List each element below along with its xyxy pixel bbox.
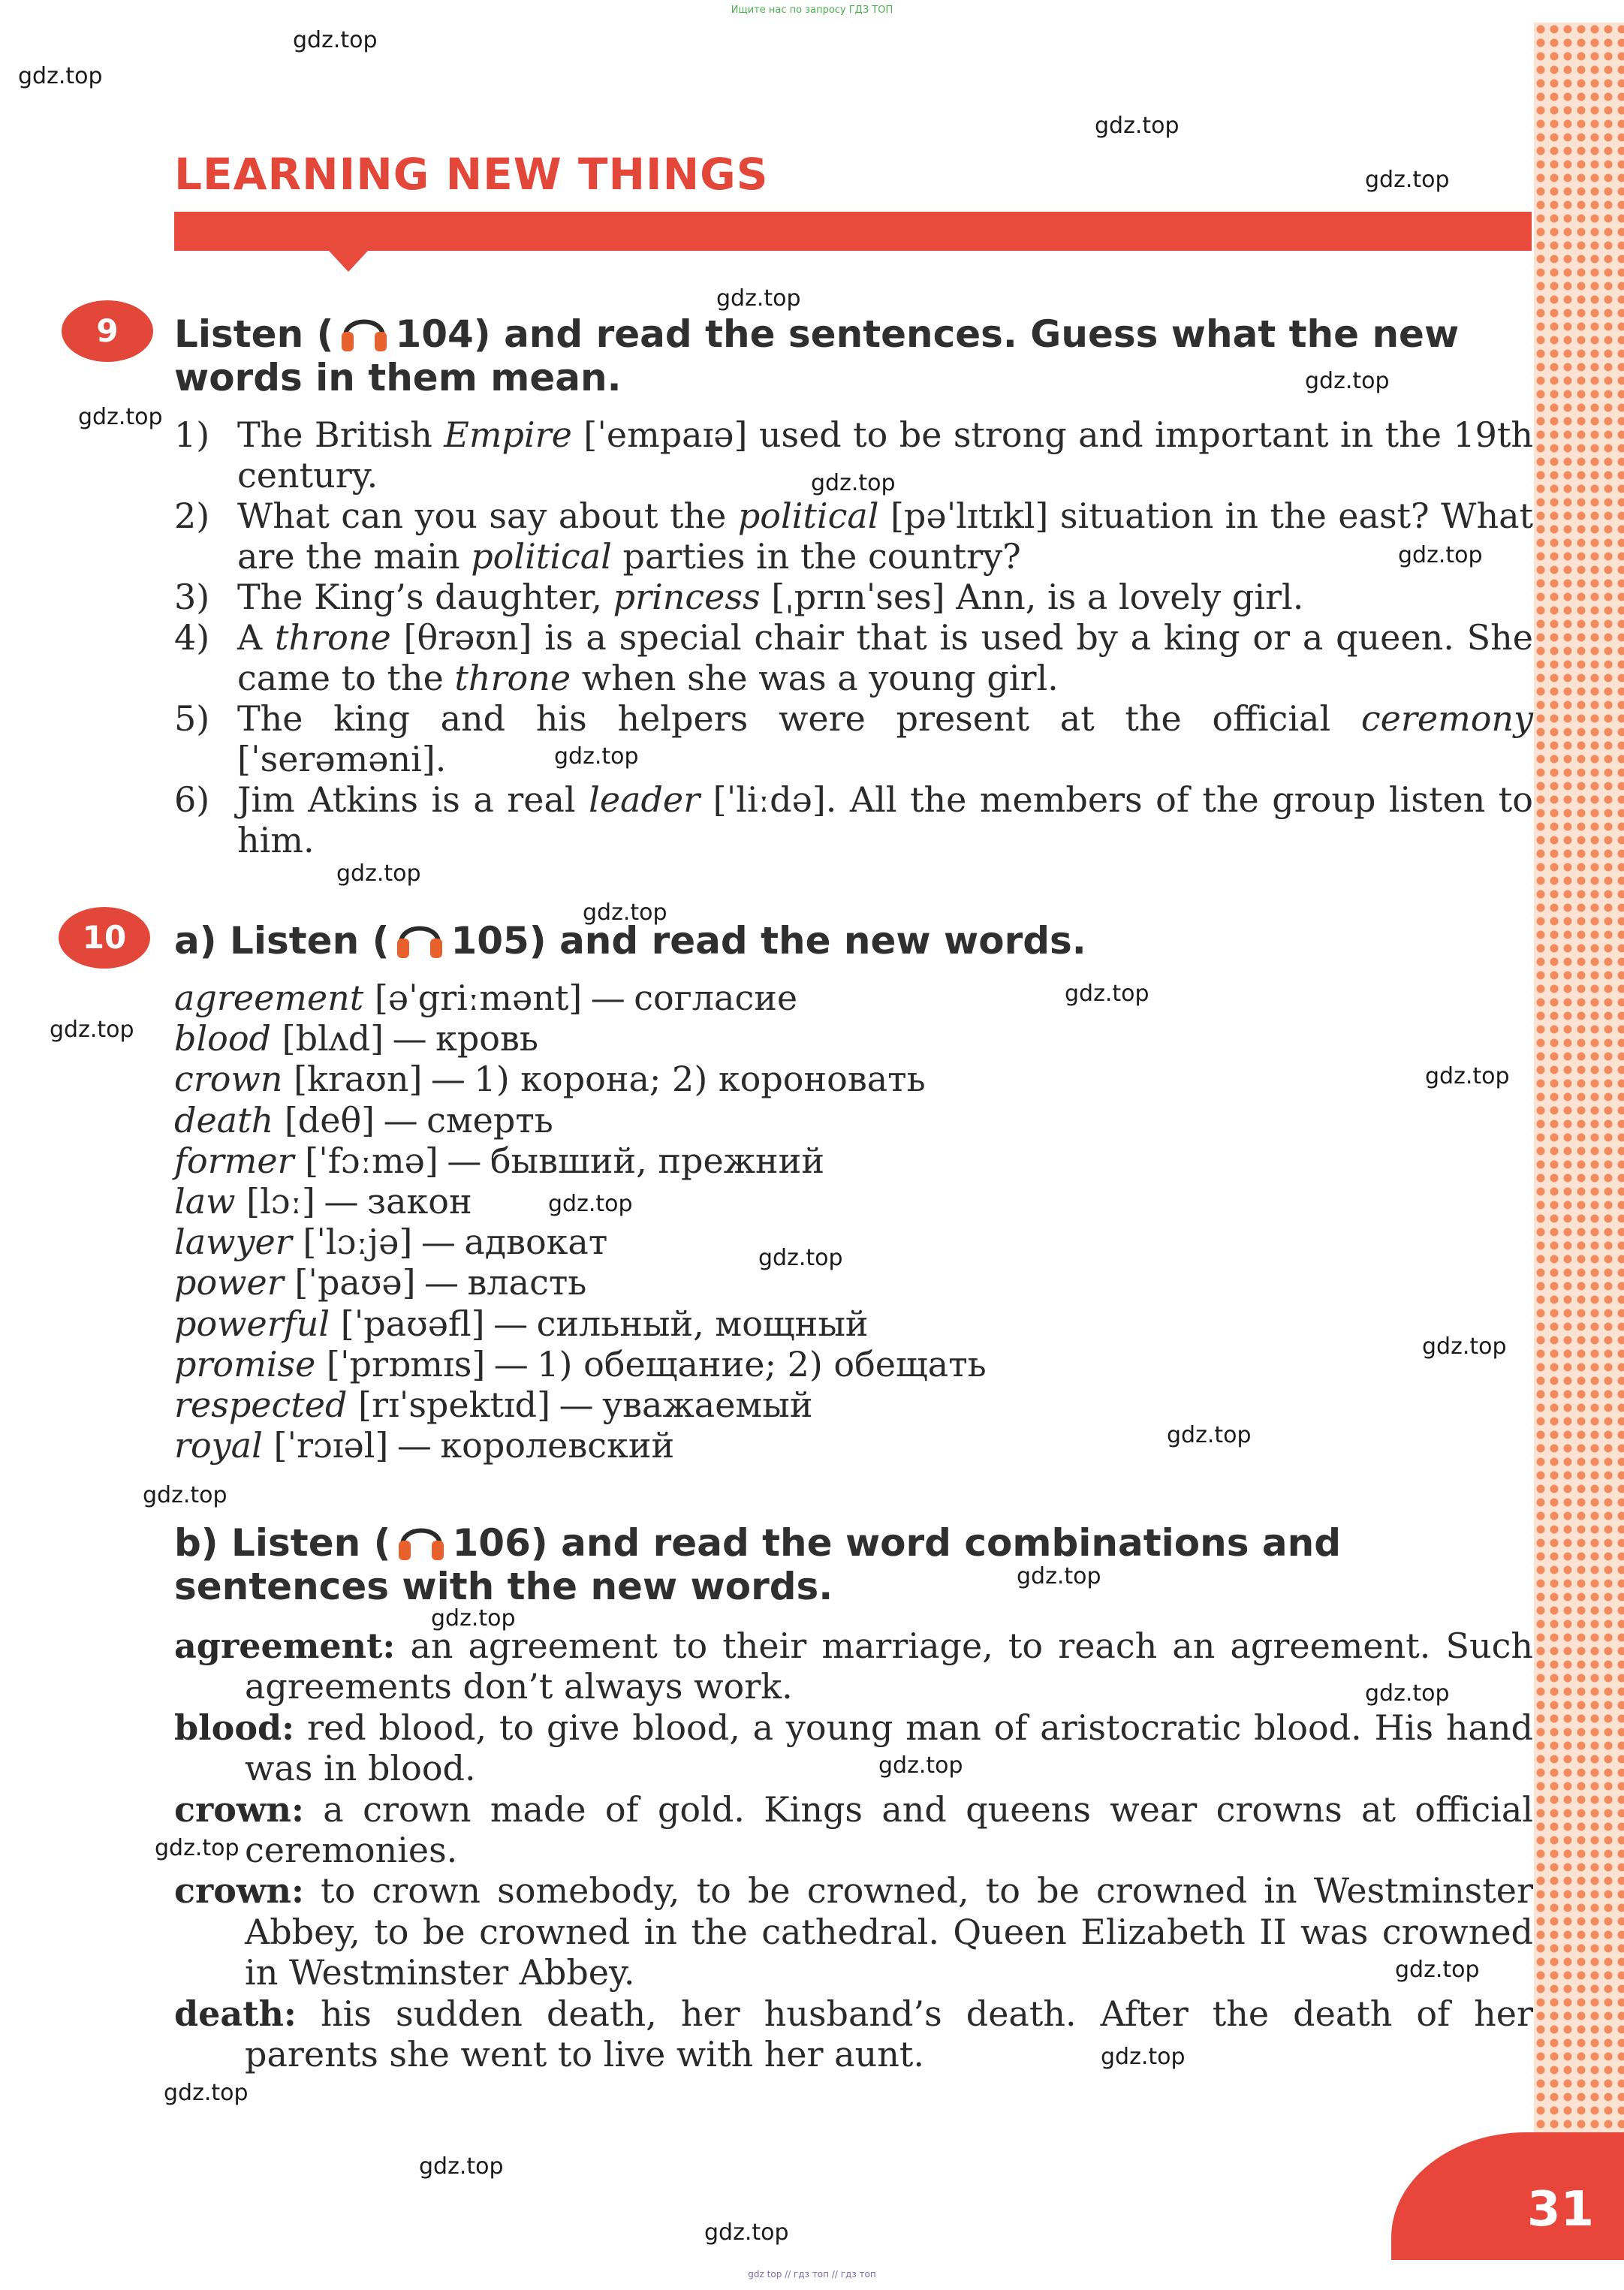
word-combinations-list [174, 1626, 1533, 2075]
sentence-item [174, 698, 1533, 779]
sentence-item [174, 577, 1533, 617]
sentence-number: 6) [174, 779, 210, 820]
sentence-text: parties in the country? [611, 536, 1021, 577]
headphones-icon [338, 311, 390, 353]
vocab-transcription: [ˈfɔːmə] [305, 1140, 438, 1181]
vocab-transcription: [ˈlɔːjə] [303, 1222, 413, 1263]
vocab-word: blood [174, 1018, 271, 1059]
watermark: gdz.top [50, 1017, 134, 1043]
example-text: to crown somebody, to be crowned, to be crowned in Westminster Abbey, to be crowned in the cathedral. Queen Elizabeth II was crowned in Westminster Abbey. [245, 1870, 1533, 1993]
sentence-number: 4) [174, 617, 210, 658]
top-banner: Ищите нас по запросу ГДЗ ТОП [731, 5, 893, 16]
task-number-badge: 10 [59, 907, 150, 969]
heading-text: 104) and read the sentences. Guess what the new words in them mean. [174, 312, 1460, 399]
vocab-dash: — [396, 1425, 432, 1466]
title-underline-bar [174, 212, 1532, 251]
new-word: political [737, 496, 879, 536]
sentence-number: 2) [174, 496, 210, 536]
watermark: gdz.top [336, 860, 421, 887]
vocab-item [174, 1140, 1533, 1181]
vocab-word: death [174, 1099, 274, 1140]
vocab-word: promise [174, 1343, 316, 1385]
vocab-dash: — [383, 1099, 418, 1140]
vocab-transcription: [ˈprɒmɪs] [326, 1343, 486, 1385]
vocab-item [174, 1018, 1533, 1059]
vocab-item [174, 1344, 1533, 1385]
vocab-translation: смерть [426, 1099, 553, 1140]
new-words-list [174, 978, 1533, 1466]
headphones-icon [393, 918, 446, 960]
section-title: LEARNING NEW THINGS [174, 149, 769, 200]
vocab-dash: — [493, 1303, 529, 1344]
vocab-transcription: [lɔː] [246, 1181, 316, 1222]
vocab-transcription: [kraʊn] [294, 1059, 423, 1100]
sentence-text: The King’s daughter, [237, 577, 613, 617]
watermark: gdz.top [164, 2080, 249, 2106]
watermark: gdz.top [1398, 542, 1483, 568]
watermark: gdz.top [704, 2219, 789, 2246]
watermark: gdz.top [1425, 1063, 1510, 1089]
new-word: political [471, 536, 612, 577]
sentence-item [174, 779, 1533, 860]
watermark: gdz.top [583, 899, 667, 926]
sentence-text: What can you say about the [237, 496, 738, 536]
sentence-text: [pəˈlɪtɪkl] situation in the east? What are the main [237, 496, 1533, 577]
vocab-dash: — [559, 1385, 594, 1426]
vocab-word: law [174, 1181, 236, 1222]
watermark: gdz.top [1065, 981, 1149, 1007]
sentence-text: [ˈempaɪə] used to be strong and important in the 19th century. [237, 414, 1533, 496]
vocab-item [174, 1059, 1533, 1099]
vocab-translation: уважаемый [602, 1385, 813, 1426]
vocab-item [174, 1425, 1533, 1466]
sentence-number: 1) [174, 414, 210, 455]
vocab-word: crown [174, 1059, 283, 1100]
vocab-transcription: [deθ] [284, 1099, 375, 1140]
new-word: Empire [444, 414, 572, 455]
sentence-number: 3) [174, 577, 210, 617]
sentence-text: Jim Atkins is a real [237, 779, 589, 820]
vocab-translation: власть [467, 1262, 587, 1303]
vocab-word: former [174, 1140, 294, 1181]
example-item [174, 1870, 1533, 1993]
example-item [174, 1626, 1533, 1707]
vocab-translation: королевский [440, 1425, 675, 1466]
vocab-dash: — [447, 1140, 482, 1181]
page-number: 31 [1526, 2182, 1594, 2237]
watermark: gdz.top [1422, 1333, 1507, 1360]
vocab-dash: — [424, 1262, 459, 1303]
example-word: crown: [174, 1870, 304, 1912]
bottom-banner: gdz top // гдз топ // гдз топ [748, 2269, 876, 2279]
new-word: throne [275, 617, 391, 658]
task-10a-heading [174, 918, 1535, 963]
vocab-dash: — [493, 1343, 529, 1385]
vocab-item [174, 1181, 1533, 1222]
sentence-text: The British [237, 414, 444, 455]
sentence-item [174, 617, 1533, 698]
sentence-text: The king and his helpers were present at the official [237, 698, 1361, 739]
new-word: ceremony [1360, 698, 1533, 739]
watermark: gdz.top [554, 743, 639, 770]
vocab-dash: — [420, 1222, 456, 1263]
watermark: gdz.top [1017, 1563, 1101, 1589]
vocab-translation: закон [367, 1181, 472, 1222]
watermark: gdz.top [155, 1835, 240, 1861]
vocab-translation: адвокат [464, 1222, 608, 1263]
watermark: gdz.top [143, 1482, 227, 1508]
sentence-text: [ˈserəməni]. [237, 739, 447, 779]
vocab-transcription: [ˈrɔɪəl] [273, 1425, 389, 1466]
vocab-translation: бывший, прежний [490, 1140, 824, 1181]
example-text: an agreement to their marriage, to reach an agreement. Such agreements don’t always work. [245, 1626, 1533, 1707]
vocab-word: powerful [174, 1303, 330, 1344]
watermark: gdz.top [293, 27, 378, 53]
vocab-translation: сильный, мощный [536, 1303, 869, 1344]
new-word: throne [454, 658, 571, 698]
watermark: gdz.top [1365, 167, 1450, 193]
vocab-word: royal [174, 1425, 263, 1466]
vocab-word: lawyer [174, 1222, 292, 1263]
example-item [174, 1993, 1533, 2075]
vocab-item [174, 1222, 1533, 1262]
example-word: agreement: [174, 1626, 396, 1666]
vocab-dash: — [430, 1059, 466, 1100]
vocab-translation: согласие [634, 978, 798, 1018]
vocab-item [174, 1385, 1533, 1425]
heading-text: Listen ( [174, 312, 334, 356]
vocab-transcription: [əˈgriːmənt] [374, 978, 583, 1018]
example-word: crown: [174, 1788, 304, 1830]
example-word: blood: [174, 1707, 295, 1748]
task-10b-heading [174, 1520, 1535, 1608]
vocab-transcription: [ˈpaʊəfl] [340, 1303, 485, 1344]
watermark: gdz.top [1167, 1422, 1252, 1448]
watermark: gdz.top [419, 2153, 504, 2180]
dotted-margin-strip [1534, 23, 1624, 2245]
sentence-text: A [237, 617, 276, 658]
heading-text: 105) and read the new words. [450, 919, 1086, 963]
watermark: gdz.top [18, 63, 103, 89]
watermark: gdz.top [878, 1752, 963, 1779]
heading-text: 106) and read the word combinations and sentences with the new words. [174, 1521, 1342, 1608]
sentence-text: [ˈliːdə]. All the members of the group listen to him. [237, 779, 1533, 860]
watermark: gdz.top [716, 285, 801, 312]
watermark: gdz.top [758, 1245, 843, 1271]
new-word: leader [589, 779, 701, 820]
watermark: gdz.top [431, 1605, 516, 1632]
new-word: princess [613, 577, 761, 617]
watermark: gdz.top [1365, 1680, 1450, 1707]
watermark: gdz.top [548, 1191, 633, 1217]
vocab-dash: — [324, 1181, 359, 1222]
vocab-item [174, 978, 1533, 1018]
example-item [174, 1707, 1533, 1789]
watermark: gdz.top [1395, 1957, 1480, 1983]
vocab-transcription: [ˈpaʊə] [294, 1262, 416, 1303]
vocab-dash: — [590, 978, 625, 1018]
title-bar-notch [329, 251, 368, 272]
example-text: his sudden death, her husband’s death. After the death of her parents she went to live with her aunt. [245, 1993, 1533, 2075]
watermark: gdz.top [811, 470, 896, 496]
task-number-badge: 9 [62, 300, 153, 362]
headphones-icon [395, 1520, 447, 1562]
vocab-word: power [174, 1262, 284, 1303]
vocab-dash: — [392, 1018, 427, 1059]
watermark: gdz.top [1101, 2044, 1186, 2070]
vocab-transcription: [blʌd] [282, 1018, 384, 1059]
vocab-word: respected [174, 1385, 348, 1426]
example-text: red blood, to give blood, a young man of aristocratic blood. His hand was in blood. [245, 1707, 1533, 1789]
sentence-text: [θrəʊn] is a special chair that is used by a king or a queen. She came to the [237, 617, 1534, 698]
vocab-item [174, 1262, 1533, 1303]
vocab-transcription: [rɪˈspektɪd] [358, 1385, 551, 1426]
vocab-translation: кровь [435, 1018, 538, 1059]
vocab-item [174, 1303, 1533, 1344]
example-word: death: [174, 1993, 297, 2034]
sentence-item [174, 496, 1533, 577]
example-item [174, 1789, 1533, 1871]
watermark: gdz.top [1305, 368, 1390, 394]
vocab-translation: 1) обещание; 2) обещать [537, 1343, 987, 1385]
heading-text: b) Listen ( [174, 1521, 391, 1565]
vocab-word: agreement [174, 978, 364, 1018]
example-text: a crown made of gold. Kings and queens wear crowns at official ceremonies. [245, 1788, 1533, 1871]
heading-text: a) Listen ( [174, 919, 390, 963]
vocab-translation: 1) корона; 2) короновать [474, 1059, 926, 1100]
watermark: gdz.top [78, 404, 163, 430]
watermark: gdz.top [1095, 113, 1180, 139]
vocab-item [174, 1100, 1533, 1140]
sentence-number: 5) [174, 698, 210, 739]
sentence-text: when she was a young girl. [571, 658, 1059, 698]
sentence-text: [ˌprɪnˈses] Ann, is a lovely girl. [760, 577, 1304, 617]
